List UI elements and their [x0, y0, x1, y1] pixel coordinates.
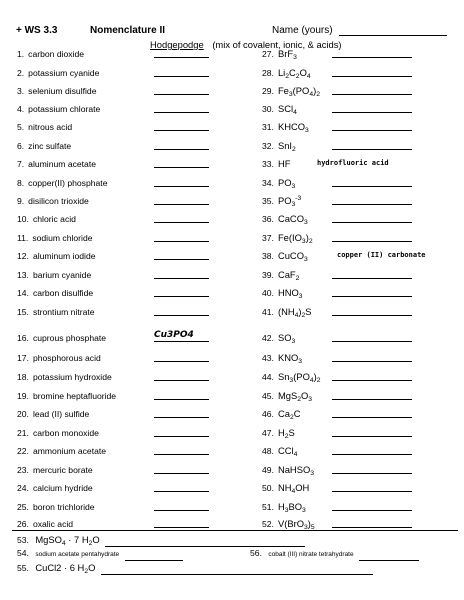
- question-number: 42.: [262, 333, 274, 343]
- question-number: 50.: [262, 483, 274, 493]
- answer-blank[interactable]: [154, 454, 209, 455]
- answer-blank[interactable]: [154, 417, 209, 418]
- answer-blank[interactable]: [154, 380, 209, 381]
- question-number: 30.: [262, 104, 274, 114]
- question-number: 26.: [17, 519, 29, 529]
- question-label: phosphorous acid: [32, 353, 101, 363]
- question-number: 5.: [17, 122, 25, 132]
- question-number: 10.: [17, 214, 29, 224]
- answer-blank[interactable]: [332, 527, 412, 528]
- question-row: [17, 102, 212, 116]
- question-formula: CaCO$_3$: [277, 213, 308, 226]
- question-formula: $HNO_3$: [277, 287, 303, 300]
- question-formula: BrF$_3$: [277, 48, 297, 61]
- question-label: aluminum iodide: [32, 251, 96, 261]
- answer-blank[interactable]: [332, 130, 412, 131]
- question-number: 52.: [262, 519, 274, 529]
- question-row: [17, 231, 212, 245]
- answer-blank[interactable]: [154, 57, 209, 58]
- question-label: calcium hydride: [32, 483, 93, 493]
- answer-blank[interactable]: [154, 315, 209, 316]
- answer-blank[interactable]: [154, 130, 209, 131]
- question-55-formula: CuCl2 · 6 $H_2O$: [35, 562, 96, 575]
- question-formula: SCl$_4$: [277, 103, 297, 116]
- question-row: [262, 66, 452, 80]
- question-number: 36.: [262, 214, 274, 224]
- question-row: [17, 370, 212, 384]
- question-row: [262, 157, 452, 171]
- question-number: 15.: [17, 307, 29, 317]
- worksheet-code: + WS 3.3: [16, 25, 58, 36]
- question-number: 14.: [17, 288, 29, 298]
- question-55: 55. CuCl2 · 6 $H_2O$: [17, 561, 373, 575]
- answer-blank[interactable]: [154, 94, 209, 95]
- answer-blank[interactable]: [154, 296, 209, 297]
- answer-blank[interactable]: [332, 436, 412, 437]
- question-row: [262, 194, 452, 208]
- question-label: cuprous phosphate: [32, 333, 107, 343]
- question-53: 53. MgSO$_4$ · 7 $H_2O$: [17, 533, 305, 547]
- answer-blank[interactable]: [332, 94, 412, 95]
- answer-blank[interactable]: [154, 241, 209, 242]
- question-formula: HF: [277, 158, 291, 169]
- answer-blank[interactable]: [154, 399, 209, 400]
- question-row: [262, 305, 452, 319]
- question-row: [17, 481, 212, 495]
- question-row: [262, 102, 452, 116]
- question-label: sodium chloride: [32, 233, 93, 243]
- question-formula: $NH_4OH$: [277, 482, 310, 495]
- answer-blank[interactable]: [332, 186, 412, 187]
- question-number: 37.: [262, 233, 274, 243]
- question-label: boron trichloride: [32, 502, 95, 512]
- question-55-blank[interactable]: [101, 574, 373, 575]
- question-row: [17, 212, 212, 226]
- question-formula: $V(BrO_3)_5$: [277, 518, 315, 531]
- handwritten-answer: Cu3PO4: [154, 330, 194, 340]
- question-formula: $H_3BO_3$: [277, 501, 306, 514]
- question-row: [262, 331, 452, 345]
- question-formula: $SO_3$: [277, 332, 296, 345]
- question-number: 31.: [262, 122, 274, 132]
- answer-blank[interactable]: [154, 510, 209, 511]
- answer-blank[interactable]: [332, 315, 412, 316]
- question-row: [17, 517, 212, 531]
- question-row: [262, 389, 452, 403]
- question-formula: $Li_2C_2O_4$: [277, 67, 311, 80]
- question-row: [262, 84, 452, 98]
- question-formula: $MgS_2O_3$: [277, 390, 313, 403]
- answer-blank[interactable]: [332, 204, 412, 205]
- question-row: [17, 194, 212, 208]
- question-row: [17, 47, 212, 61]
- answer-blank[interactable]: [154, 361, 209, 362]
- answer-blank[interactable]: [332, 399, 412, 400]
- answer-blank[interactable]: [332, 112, 412, 113]
- question-formula: CuCO$_3$: [277, 250, 308, 263]
- question-row: [262, 370, 452, 384]
- question-number: 12.: [17, 251, 29, 261]
- question-number: 18.: [17, 372, 29, 382]
- question-formula: CCl$_4$: [277, 445, 298, 458]
- question-row: [262, 47, 452, 61]
- question-number: 34.: [262, 178, 274, 188]
- question-row: [17, 389, 212, 403]
- question-row: [262, 481, 452, 495]
- question-number: 13.: [17, 270, 29, 280]
- question-formula: NaHSO$_3$: [277, 464, 315, 477]
- question-label: potassium hydroxide: [32, 372, 112, 382]
- question-row: [262, 176, 452, 190]
- question-formula: SnI$_2$: [277, 140, 296, 153]
- question-label: zinc sulfate: [28, 141, 72, 151]
- question-row: [17, 286, 212, 300]
- question-number: 16.: [17, 333, 29, 343]
- answer-blank[interactable]: [332, 241, 412, 242]
- worksheet-title: [16, 25, 57, 36]
- answer-blank[interactable]: [332, 361, 412, 362]
- question-row: [262, 231, 452, 245]
- question-number: 33.: [262, 159, 274, 169]
- question-number: 1.: [17, 49, 25, 59]
- answer-blank[interactable]: [154, 167, 209, 168]
- question-54: 54. sodium acetate pentahydrate: [17, 547, 183, 561]
- answer-blank[interactable]: [154, 222, 209, 223]
- question-number: 51.: [262, 502, 274, 512]
- question-53-formula: MgSO$_4$ · 7 $H_2O$: [35, 534, 100, 547]
- question-number: 38.: [262, 251, 274, 261]
- question-formula: $(NH_4)_2S$: [277, 306, 312, 319]
- question-number: 40.: [262, 288, 274, 298]
- answer-blank[interactable]: [154, 278, 209, 279]
- question-number: 2.: [17, 68, 25, 78]
- question-row: [17, 500, 212, 514]
- question-formula: $KNO_3$: [277, 352, 303, 365]
- question-formula: $Sn_3(PO_4)_2$: [277, 371, 321, 384]
- answer-blank[interactable]: [332, 491, 412, 492]
- question-number: 11.: [17, 233, 29, 243]
- answer-blank[interactable]: [332, 473, 412, 474]
- question-row: [17, 157, 212, 171]
- question-row: [262, 286, 452, 300]
- question-label: selenium disulfide: [28, 86, 97, 96]
- section-title: Hodgepodge (mix of covalent, ionic, & acids): [150, 39, 342, 50]
- section-divider: [12, 530, 458, 531]
- name-field[interactable]: [272, 25, 447, 36]
- answer-blank[interactable]: [154, 436, 209, 437]
- answer-blank[interactable]: [332, 341, 412, 342]
- question-row: [17, 407, 212, 421]
- question-row: [17, 249, 212, 263]
- question-number: 39.: [262, 270, 274, 280]
- answer-blank[interactable]: [332, 296, 412, 297]
- question-row: [17, 84, 212, 98]
- question-label: potassium chlorate: [28, 104, 101, 114]
- question-number: 35.: [262, 196, 274, 206]
- question-formula: $PO_3^{-3}$: [277, 195, 302, 208]
- question-row: [262, 351, 452, 365]
- question-label: mercuric borate: [32, 465, 93, 475]
- question-label: chloric acid: [32, 214, 76, 224]
- question-number: 6.: [17, 141, 25, 151]
- question-row: [17, 351, 212, 365]
- question-label: nitrous acid: [28, 122, 73, 132]
- question-label: lead (II) sulfide: [32, 409, 90, 419]
- question-row: [17, 463, 212, 477]
- handwritten-answer: copper (II) carbonate: [337, 251, 426, 259]
- question-row: [262, 268, 452, 282]
- question-label: bromine heptafluoride: [32, 391, 117, 401]
- question-row: [17, 139, 212, 153]
- question-56: 56. cobalt (III) nitrate tetrahydrate: [250, 547, 419, 561]
- question-number: 29.: [262, 86, 274, 96]
- question-row: [262, 444, 452, 458]
- question-number: 25.: [17, 502, 29, 512]
- question-row: [17, 268, 212, 282]
- name-label: Name (yours): [272, 25, 333, 36]
- question-number: 4.: [17, 104, 25, 114]
- question-number: 43.: [262, 353, 274, 363]
- question-label: carbon disulfide: [32, 288, 94, 298]
- answer-blank[interactable]: [332, 510, 412, 511]
- question-number: 20.: [17, 409, 29, 419]
- question-number: 27.: [262, 49, 274, 59]
- question-row: [17, 66, 212, 80]
- question-row: [262, 212, 452, 226]
- question-label: potassium cyanide: [28, 68, 100, 78]
- question-number: 46.: [262, 409, 274, 419]
- question-row: [17, 305, 212, 319]
- answer-blank[interactable]: [154, 204, 209, 205]
- answer-blank[interactable]: [154, 473, 209, 474]
- question-label: barium cyanide: [32, 270, 92, 280]
- question-number: 8.: [17, 178, 25, 188]
- question-number: 28.: [262, 68, 274, 78]
- answer-blank[interactable]: [332, 57, 412, 58]
- question-row: [262, 139, 452, 153]
- answer-blank[interactable]: [332, 222, 412, 223]
- question-formula: $PO_3$: [277, 177, 296, 190]
- question-row: [262, 120, 452, 134]
- question-number: 49.: [262, 465, 274, 475]
- question-number: 7.: [17, 159, 25, 169]
- question-label: oxalic acid: [32, 519, 74, 529]
- question-number: 47.: [262, 428, 274, 438]
- question-row: [17, 331, 212, 345]
- answer-blank[interactable]: [332, 454, 412, 455]
- question-number: 48.: [262, 446, 274, 456]
- answer-blank[interactable]: [332, 278, 412, 279]
- question-label: strontium nitrate: [32, 307, 95, 317]
- question-label: carbon dioxide: [28, 49, 85, 59]
- question-row: [17, 120, 212, 134]
- question-label: carbon monoxide: [32, 428, 99, 438]
- question-row: [17, 444, 212, 458]
- question-formula: $Fe_3(PO_4)_2$: [277, 85, 320, 98]
- answer-blank[interactable]: [332, 380, 412, 381]
- answer-blank[interactable]: [332, 149, 412, 150]
- question-number: 24.: [17, 483, 29, 493]
- name-blank[interactable]: [339, 35, 447, 36]
- question-number: 3.: [17, 86, 25, 96]
- handwritten-answer: hydrofluoric acid: [317, 159, 389, 167]
- answer-blank[interactable]: [154, 491, 209, 492]
- answer-blank[interactable]: [154, 259, 209, 260]
- question-formula: CaF$_2$: [277, 269, 300, 282]
- question-row: [262, 407, 452, 421]
- question-number: 32.: [262, 141, 274, 151]
- question-label: disilicon trioxide: [28, 196, 89, 206]
- question-label: copper(II) phosphate: [28, 178, 108, 188]
- answer-blank[interactable]: [154, 112, 209, 113]
- question-number: 45.: [262, 391, 274, 401]
- question-row: [262, 426, 452, 440]
- question-formula: $KHCO_3$: [277, 121, 309, 134]
- question-label: ammonium acetate: [32, 446, 107, 456]
- question-row: [262, 517, 452, 531]
- question-row: [262, 500, 452, 514]
- question-row: [17, 176, 212, 190]
- question-label: aluminum acetate: [28, 159, 97, 169]
- question-formula: $H_2S$: [277, 427, 295, 440]
- question-row: [262, 249, 452, 263]
- question-number: 44.: [262, 372, 274, 382]
- question-number: 9.: [17, 196, 25, 206]
- question-number: 41.: [262, 307, 274, 317]
- question-number: 21.: [17, 428, 29, 438]
- question-number: 22.: [17, 446, 29, 456]
- question-number: 23.: [17, 465, 29, 475]
- answer-blank[interactable]: [154, 186, 209, 187]
- question-row: [262, 463, 452, 477]
- question-formula: $Fe(IO_3)_2$: [277, 232, 313, 245]
- answer-blank[interactable]: [154, 76, 209, 77]
- question-number: 19.: [17, 391, 29, 401]
- answer-blank[interactable]: [332, 417, 412, 418]
- answer-blank[interactable]: [154, 149, 209, 150]
- question-number: 17.: [17, 353, 29, 363]
- answer-blank[interactable]: [154, 527, 209, 528]
- worksheet-subtitle: Nomenclature II: [90, 25, 166, 36]
- answer-blank[interactable]: [332, 76, 412, 77]
- question-row: [17, 426, 212, 440]
- question-formula: $Ca_2C$: [277, 408, 301, 421]
